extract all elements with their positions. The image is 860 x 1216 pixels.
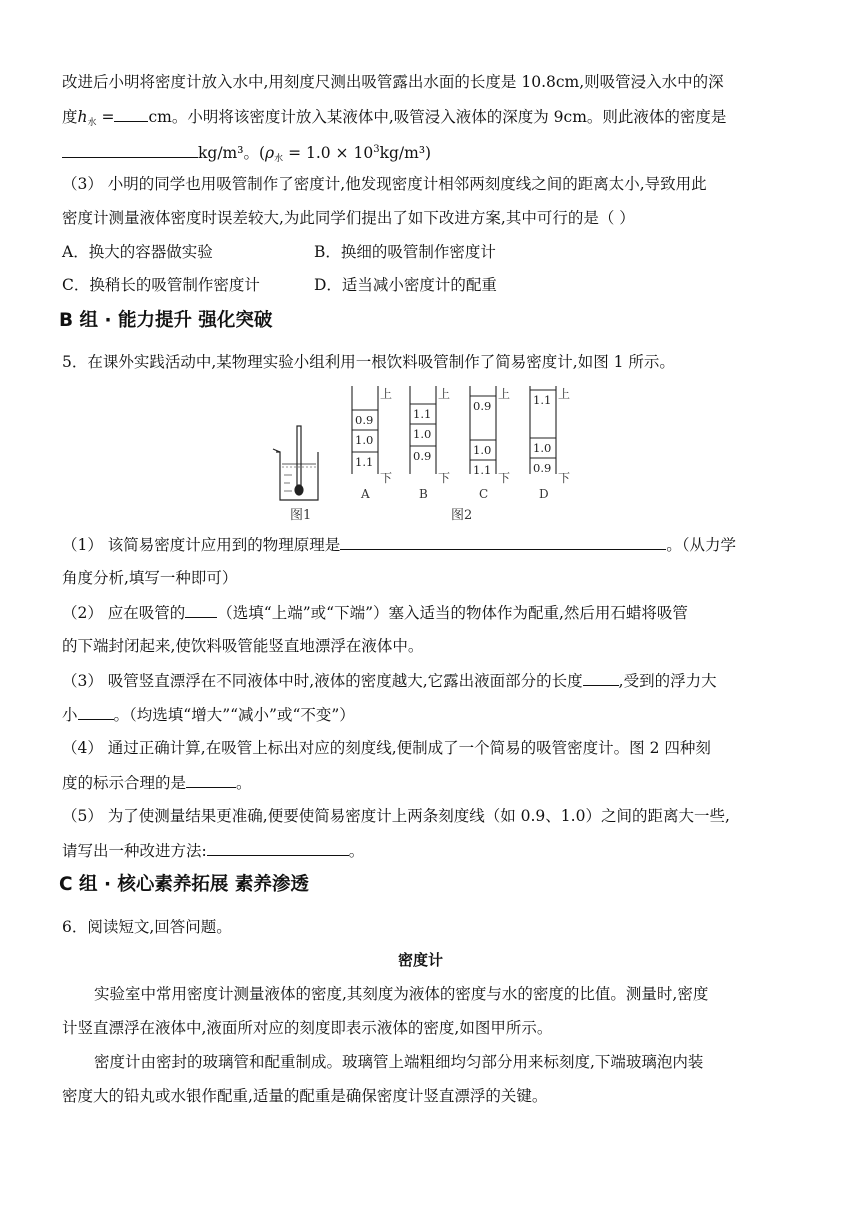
answer-blank[interactable] <box>62 142 198 158</box>
question-text: 密度计测量液体密度时误差较大,为此同学们提出了如下改进方案,其中可行的是（ ） <box>62 209 635 227</box>
up-label: 上 <box>380 387 393 401</box>
answer-blank[interactable] <box>207 840 349 856</box>
scale-label: 1.0 <box>355 433 374 447</box>
answer-blank[interactable] <box>78 704 114 720</box>
text-line: 度的标示合理的是 。 <box>62 774 252 792</box>
option-c[interactable]: C．换稍长的吸管制作密度计 <box>62 276 260 294</box>
text-line: （1） 该简易密度计应用到的物理原理是 。（从力学 <box>62 536 737 554</box>
answer-blank[interactable] <box>185 602 217 618</box>
fig1-caption: 图1 <box>290 508 312 523</box>
tube-d <box>530 386 570 501</box>
fig2-caption: 图2 <box>451 508 473 523</box>
text-line: 请写出一种改进方法: 。 <box>62 842 365 860</box>
text-line: 度$h_水$ = cm。小明将该密度计放入某液体中,吸管浸入液体的深度为 9cm。则此液体的密度是 <box>62 108 727 128</box>
paragraph-line: 实验室中常用密度计测量液体的密度,其刻度为液体的密度与水的密度的比值。测量时,密度 <box>94 985 709 1003</box>
scale-label: 1.1 <box>355 455 374 469</box>
text-line: （2） 应在吸管的 （选填“上端”或“下端”）塞入适当的物体作为配重,然后用石蜡将吸管 <box>62 604 688 622</box>
question-6: 6．阅读短文,回答问题。 <box>62 918 232 936</box>
down-label: 下 <box>380 471 393 485</box>
scale-label: 1.1 <box>533 393 552 407</box>
scale-label: 0.9 <box>533 461 552 475</box>
question-text: （3） 小明的同学也用吸管制作了密度计,他发现密度计相邻两刻度线之间的距离太小,导致用此 <box>62 175 707 193</box>
paragraph-line: 计竖直漂浮在液体中,液面所对应的刻度即表示液体的密度,如图甲所示。 <box>62 1019 553 1037</box>
answer-blank[interactable] <box>114 106 148 122</box>
text-line: 小 。（均选填“增大”“减小”或“不变”） <box>62 706 355 724</box>
up-label: 上 <box>558 387 571 401</box>
text-line: （4） 通过正确计算,在吸管上标出对应的刻度线,便制成了一个简易的吸管密度计。图 2 四种刻 <box>62 739 711 757</box>
article-title: 密度计 <box>398 951 444 969</box>
down-label: 下 <box>558 471 571 485</box>
scale-label: 0.9 <box>473 399 492 413</box>
question-5: 5．在课外实践活动中,某物理实验小组利用一根饮料吸管制作了简易密度计,如图 1 所示。 <box>62 353 675 371</box>
tube-group <box>352 386 570 501</box>
text-line: 的下端封闭起来,使饮料吸管能竖直地漂浮在液体中。 <box>62 637 424 655</box>
scale-label: 0.9 <box>355 413 374 427</box>
option-a[interactable]: A．换大的容器做实验 <box>62 243 213 261</box>
answer-blank[interactable] <box>186 772 236 788</box>
tube-letter: A <box>361 487 370 501</box>
text-line: kg/m³。$(\rho_水 = 1.0 \times 10^3kg/m^3)$ <box>62 140 431 169</box>
tube-letter: D <box>539 487 549 501</box>
option-d[interactable]: D．适当减小密度计的配重 <box>314 276 497 294</box>
down-label: 下 <box>438 471 451 485</box>
up-label: 上 <box>438 387 451 401</box>
scale-label: 1.0 <box>533 441 552 455</box>
text-line: 改进后小明将密度计放入水中,用刻度尺测出吸管露出水面的长度是 10.8cm,则吸管浸入水中的深 <box>62 73 724 91</box>
tube-b <box>410 386 450 501</box>
tube-letter: B <box>419 487 428 501</box>
section-heading-c: C 组 · 核心素养拓展 素养渗透 <box>59 874 309 895</box>
scale-label: 1.0 <box>413 427 432 441</box>
tube-letter: C <box>479 487 489 501</box>
tube-a <box>352 386 392 501</box>
scale-label: 1.1 <box>413 407 432 421</box>
densimeter-figure <box>270 382 590 524</box>
answer-blank[interactable] <box>583 670 619 686</box>
section-heading-b: B 组 · 能力提升 强化突破 <box>59 310 273 331</box>
option-b[interactable]: B．换细的吸管制作密度计 <box>314 243 496 261</box>
answer-blank[interactable] <box>340 534 666 550</box>
scale-label: 0.9 <box>413 449 432 463</box>
up-label: 上 <box>498 387 511 401</box>
beaker-drawing <box>273 426 318 500</box>
scale-label: 1.1 <box>473 463 492 477</box>
text-line: 角度分析,填写一种即可） <box>62 569 238 587</box>
tube-c <box>470 386 510 501</box>
text-line: （5） 为了使测量结果更准确,便要使简易密度计上两条刻度线（如 0.9、1.0）之间的距离大一些, <box>62 807 730 825</box>
paragraph-line: 密度大的铅丸或水银作配重,适量的配重是确保密度计竖直漂浮的关键。 <box>62 1087 548 1105</box>
paragraph-line: 密度计由密封的玻璃管和配重制成。玻璃管上端粗细均匀部分用来标刻度,下端玻璃泡内装 <box>94 1053 704 1071</box>
text-line: （3） 吸管竖直漂浮在不同液体中时,液体的密度越大,它露出液面部分的长度 ,受到的浮力大 <box>62 672 717 690</box>
down-label: 下 <box>498 471 511 485</box>
scale-label: 1.0 <box>473 443 492 457</box>
